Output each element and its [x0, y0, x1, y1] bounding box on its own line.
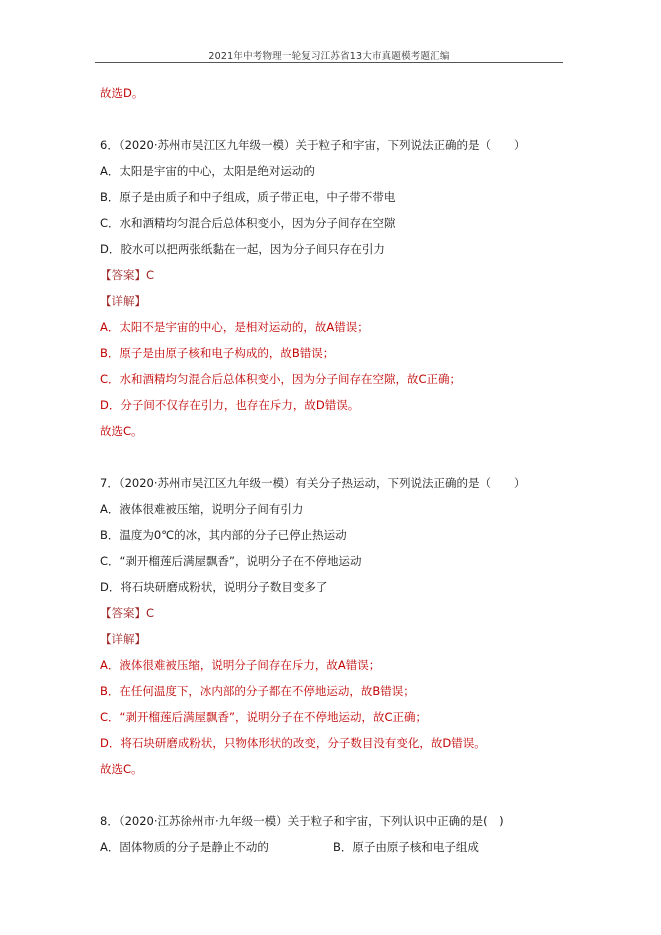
- q7-answer: 【答案】C: [100, 606, 155, 620]
- q6-detail-b: B．原子是由原子核和电子构成的，故B错误；: [100, 346, 335, 360]
- q7-stem: 7．（2020·苏州市吴江区九年级一模）有关分子热运动，下列说法正确的是（ ）: [100, 476, 526, 490]
- q7-detail-a: A．液体很难被压缩，说明分子间存在斥力，故A错误；: [100, 658, 381, 672]
- previous-conclusion: 故选D。: [100, 86, 144, 100]
- q6-option-d: D．胶水可以把两张纸黏在一起，因为分子间只存在引力: [100, 242, 385, 256]
- q6-detail-c: C．水和酒精均匀混合后总体积变小，因为分子间存在空隙，故C正确；: [100, 372, 462, 386]
- page-header-title: 2021年中考物理一轮复习江苏省13大市真题模考题汇编: [208, 51, 450, 62]
- q6-option-c: C．水和酒精均匀混合后总体积变小，因为分子间存在空隙: [100, 216, 396, 230]
- q6-detail-d: D．分子间不仅存在引力，也存在斥力，故D错误。: [100, 398, 360, 412]
- q8-stem: 8．（2020·江苏徐州市·九年级一模）关于粒子和宇宙，下列认识中正确的是( ): [100, 814, 504, 828]
- q7-conclusion: 故选C。: [100, 762, 143, 776]
- q7-option-d: D．将石块研磨成粉状，说明分子数目变多了: [100, 580, 328, 594]
- q8-option-a: A．固体物质的分子是静止不动的: [100, 840, 269, 854]
- q7-option-b: B．温度为0℃的冰，其内部的分子已停止热运动: [100, 528, 347, 542]
- q6-conclusion: 故选C。: [100, 424, 143, 438]
- q7-detail-c: C．“剥开榴莲后满屋飘香”，说明分子在不停地运动，故C正确；: [100, 710, 427, 724]
- q6-detail-a: A．太阳不是宇宙的中心，是相对运动的，故A错误；: [100, 320, 369, 334]
- q7-option-c: C．“剥开榴莲后满屋飘香”，说明分子在不停地运动: [100, 554, 362, 568]
- q7-detail-label: 【详解】: [100, 632, 146, 646]
- q8-option-b: B．原子由原子核和电子组成: [333, 840, 479, 854]
- q6-answer: 【答案】C: [100, 268, 155, 282]
- q7-detail-d: D．将石块研磨成粉状，只物体形状的改变，分子数目没有变化，故D错误。: [100, 736, 486, 750]
- q7-option-a: A．液体很难被压缩，说明分子间有引力: [100, 502, 304, 516]
- q6-detail-label: 【详解】: [100, 294, 146, 308]
- header-divider: [95, 62, 563, 63]
- q6-stem: 6．（2020·苏州市吴江区九年级一模）关于粒子和宇宙，下列说法正确的是（ ）: [100, 138, 526, 152]
- q6-option-b: B．原子是由质子和中子组成，质子带正电，中子带不带电: [100, 190, 396, 204]
- q6-option-a: A．太阳是宇宙的中心，太阳是绝对运动的: [100, 164, 315, 178]
- q7-detail-b: B．在任何温度下，冰内部的分子都在不停地运动，故B错误；: [100, 684, 415, 698]
